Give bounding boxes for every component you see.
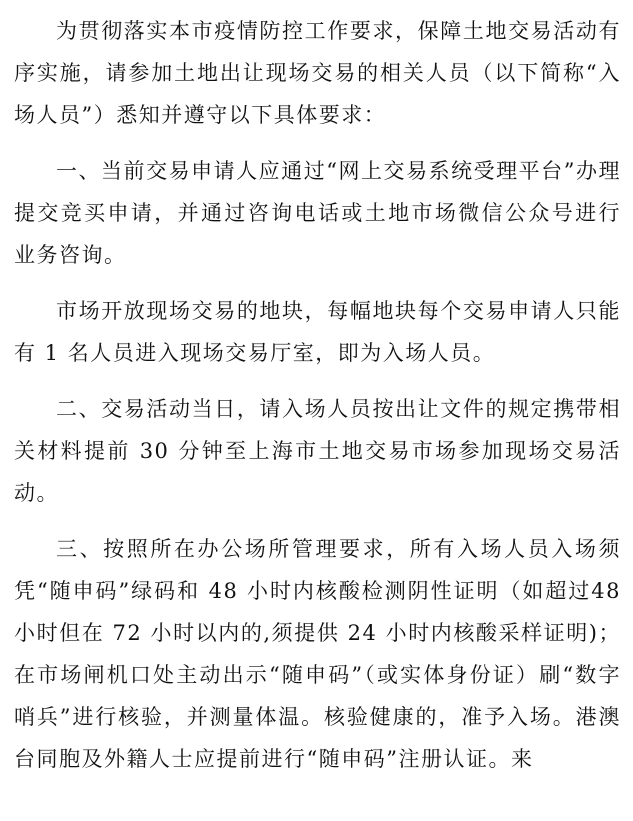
requirement-3-paragraph: 三、按照所在办公场所管理要求，所有入场人员入场须凭“随申码”绿码和 48 小时内核酸检测阴性证明（如超过48 小时但在 72 小时以内的,须提供 24 小时内核酸采样证明)；在市场闸机口处主动出示“随申码”（或实体身份证）刷“数字哨兵”进行核验，并测量体温。核验健康的，准予入场。港澳台同胞及外籍人士应提前进行“随申码”注册认证。来 [14, 537, 621, 771]
onsite-attendance-paragraph: 市场开放现场交易的地块，每幅地块每个交易申请人只能有 1 名人员进入现场交易厅室，即为入场人员。 [14, 299, 621, 365]
requirement-2-paragraph: 二、交易活动当日，请入场人员按出让文件的规定携带相关材料提前 30 分钟至上海市土地交易市场参加现场交易活动。 [14, 397, 621, 505]
requirement-1-paragraph: 一、当前交易申请人应通过“网上交易系统受理平台”办理提交竞买申请，并通过咨询电话或土地市场微信公众号进行业务咨询。 [14, 159, 621, 267]
intro-paragraph: 为贯彻落实本市疫情防控工作要求，保障土地交易活动有序实施，请参加土地出让现场交易的相关人员（以下简称“入场人员”）悉知并遵守以下具体要求： [14, 19, 621, 127]
